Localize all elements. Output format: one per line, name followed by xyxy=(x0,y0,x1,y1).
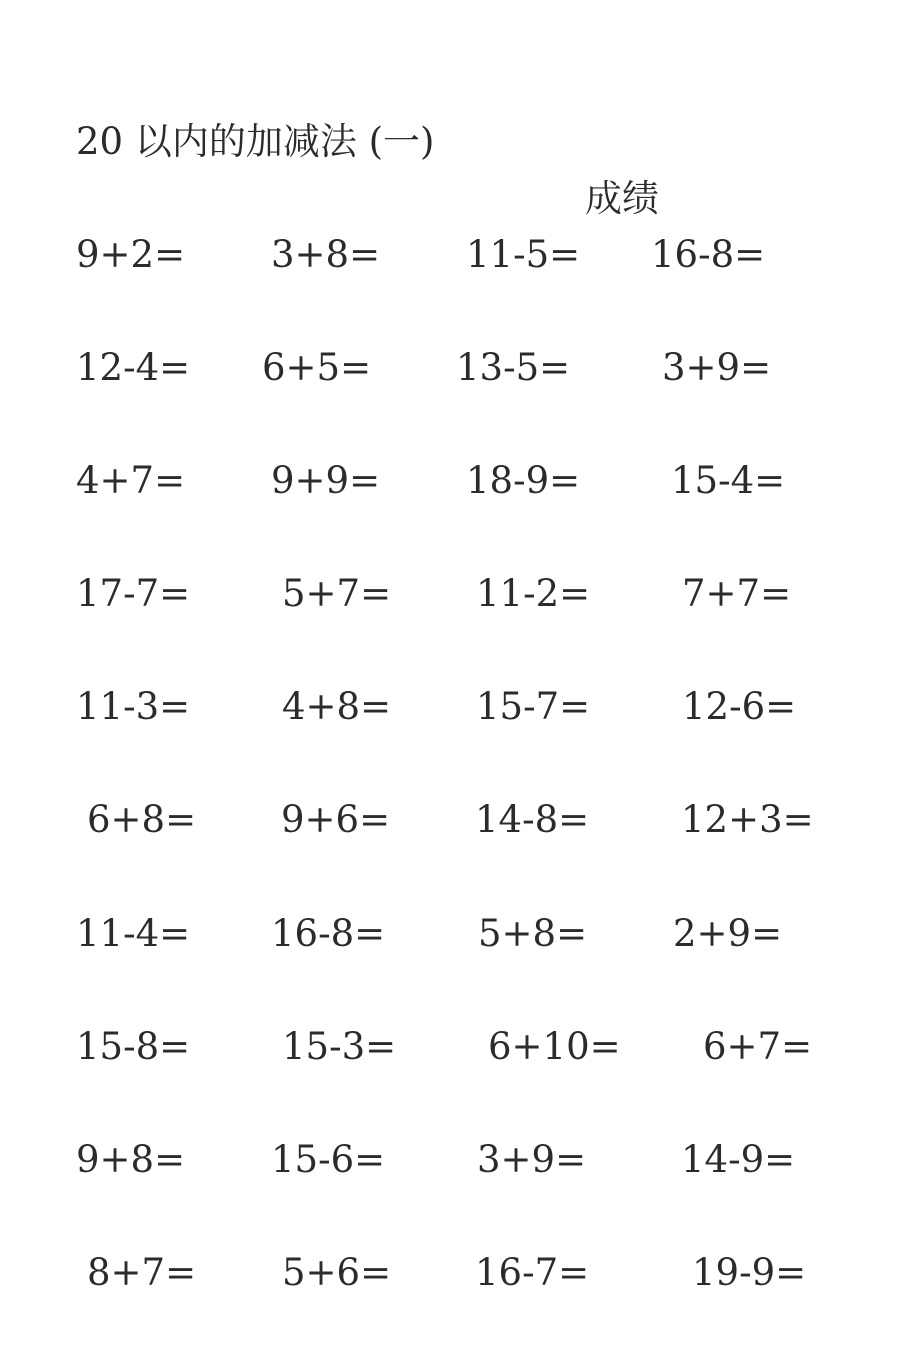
problem: 15-3= xyxy=(282,1025,397,1068)
problem: 3+9= xyxy=(662,346,772,389)
problem: 9+6= xyxy=(281,798,391,841)
problem: 4+7= xyxy=(76,459,186,502)
problem: 5+7= xyxy=(282,572,392,615)
problem: 18-9= xyxy=(466,459,581,502)
problem: 7+7= xyxy=(682,572,792,615)
problem: 11-5= xyxy=(466,233,581,276)
problem: 16-8= xyxy=(651,233,766,276)
problem: 6+7= xyxy=(703,1025,813,1068)
problem: 8+7= xyxy=(87,1251,197,1294)
problem: 13-5= xyxy=(456,346,571,389)
problem: 12-6= xyxy=(682,685,797,728)
problem: 15-8= xyxy=(76,1025,191,1068)
problem: 9+9= xyxy=(271,459,381,502)
problem: 11-3= xyxy=(76,685,191,728)
problem: 15-7= xyxy=(476,685,591,728)
problem: 3+9= xyxy=(477,1138,587,1181)
problem: 12-4= xyxy=(76,346,191,389)
problem: 6+5= xyxy=(262,346,372,389)
problem: 17-7= xyxy=(76,572,191,615)
problem: 5+6= xyxy=(282,1251,392,1294)
problem: 15-4= xyxy=(671,459,786,502)
score-label: 成绩 xyxy=(585,177,659,220)
problem: 15-6= xyxy=(271,1138,386,1181)
problem: 6+8= xyxy=(87,798,197,841)
problem: 9+8= xyxy=(76,1138,186,1181)
problem: 14-8= xyxy=(475,798,590,841)
problem: 9+2= xyxy=(76,233,186,276)
problem: 16-7= xyxy=(475,1251,590,1294)
problem: 3+8= xyxy=(271,233,381,276)
problem: 14-9= xyxy=(681,1138,796,1181)
problem: 4+8= xyxy=(282,685,392,728)
problem: 16-8= xyxy=(271,912,386,955)
problem: 2+9= xyxy=(673,912,783,955)
problem: 19-9= xyxy=(692,1251,807,1294)
problem: 11-2= xyxy=(476,572,591,615)
worksheet-title: 20 以内的加减法 (一) xyxy=(76,120,435,163)
problem: 11-4= xyxy=(76,912,191,955)
problem: 12+3= xyxy=(681,798,814,841)
problem: 5+8= xyxy=(478,912,588,955)
problem: 6+10= xyxy=(488,1025,621,1068)
